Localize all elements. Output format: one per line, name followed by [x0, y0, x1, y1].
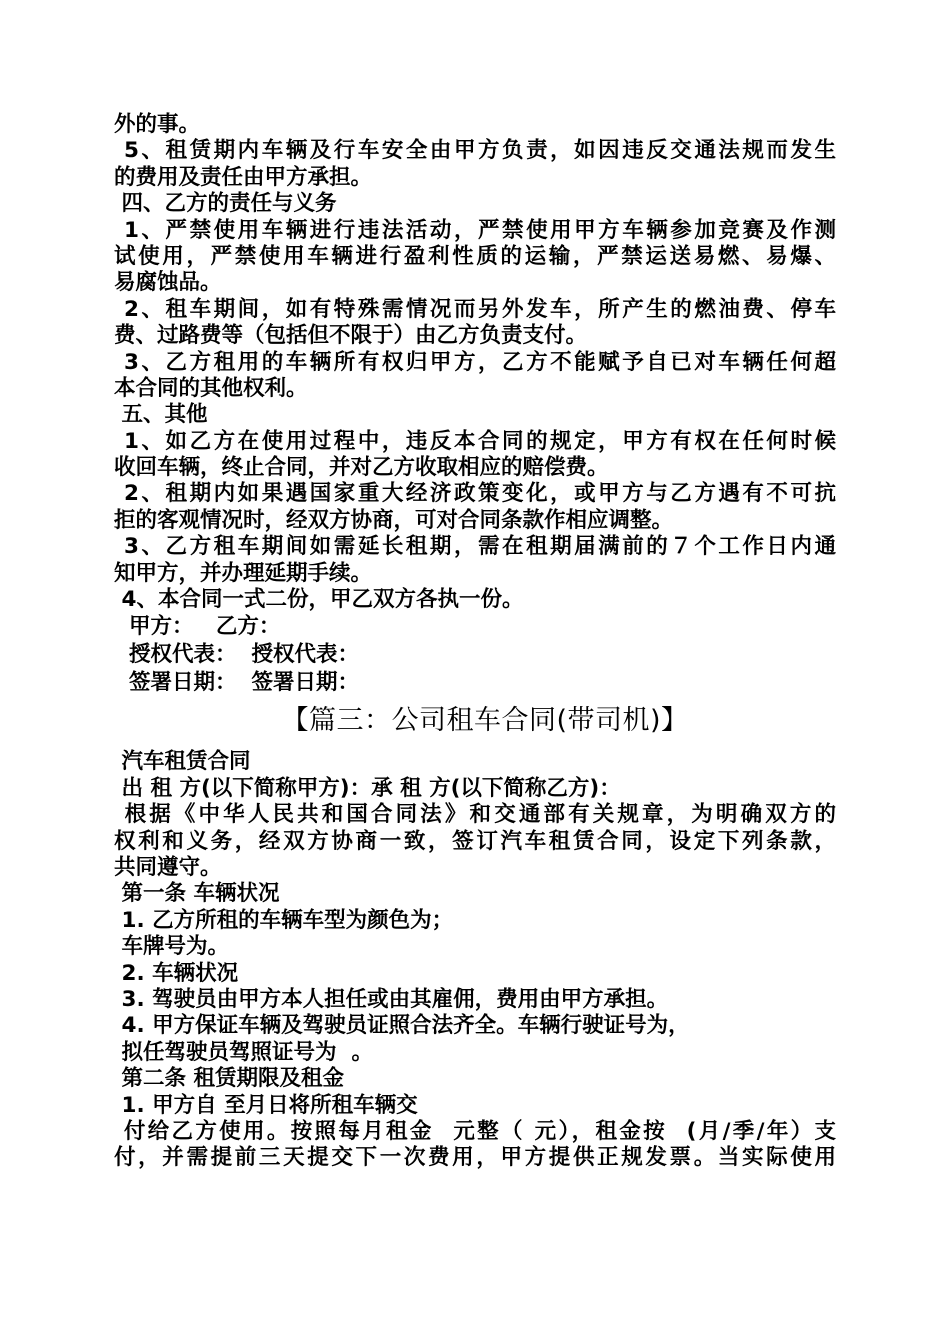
- chapter-title: 【篇三：公司租车合同(带司机)】: [281, 705, 689, 737]
- text-line: 本合同的其他权利。: [114, 375, 308, 401]
- section-heading: 五、其他: [114, 402, 208, 428]
- text-line: 2、租期内如果遇国家重大经济政策变化，或甲方与乙方遇有不可抗: [114, 481, 836, 507]
- text-line: 4、本合同一式二份，甲乙双方各执一份。: [114, 587, 524, 613]
- text-line: 1、如乙方在使用过程中，违反本合同的规定，甲方有权在任何时候: [114, 428, 836, 454]
- text-line: 拒的客观情况时，经双方协商，可对合同条款作相应调整。: [114, 507, 674, 533]
- signature-dates: 签署日期： 签署日期：: [114, 669, 359, 695]
- text-line: 根据《中华人民共和国合同法》和交通部有关规章，为明确双方的: [114, 802, 836, 828]
- text-line: 3、乙方租车期间如需延长租期，需在租期届满前的７个工作日内通: [114, 534, 836, 560]
- section-lease-terms: [114, 112, 836, 613]
- article-heading: 第一条 车辆状况: [114, 881, 280, 907]
- document-page: [114, 112, 836, 1172]
- signature-block: [114, 613, 836, 696]
- text-line: 2、租车期间，如有特殊需情况而另外发车，所产生的燃油费、停车: [114, 296, 836, 322]
- text-line: 易腐蚀品。: [114, 270, 222, 296]
- section-car-rental-contract: [114, 749, 836, 1171]
- text-line: 收回车辆，终止合同，并对乙方收取相应的赔偿费。: [114, 455, 609, 481]
- signature-representatives: 授权代表： 授权代表：: [114, 642, 359, 668]
- text-line: 费、过路费等（包括但不限于）由乙方负责支付。: [114, 323, 588, 349]
- text-line: 1. 甲方自 至月日将所租车辆交: [114, 1092, 418, 1118]
- text-line: 3、乙方租用的车辆所有权归甲方，乙方不能赋予自已对车辆任何超: [114, 349, 836, 375]
- signature-parties: 甲方： 乙方：: [114, 614, 281, 640]
- text-line: 5、租赁期内车辆及行车安全由甲方负责，如因违反交通法规而发生: [114, 138, 836, 164]
- text-line: 权利和义务，经双方协商一致，签订汽车租赁合同，设定下列条款，: [114, 828, 836, 854]
- section-heading: 四、乙方的责任与义务: [114, 191, 337, 217]
- text-line: 共同遵守。: [114, 855, 222, 881]
- text-line: 1、严禁使用车辆进行违法活动，严禁使用甲方车辆参加竞赛及作测: [114, 217, 836, 243]
- text-line: 试使用，严禁使用车辆进行盈利性质的运输，严禁运送易燃、易爆、: [114, 243, 836, 269]
- text-line: 3. 驾驶员由甲方本人担任或由其雇佣，费用由甲方承担。: [114, 987, 669, 1012]
- text-line: 付给乙方使用。按照每月租金 元整（ 元），租金按 (月/季/年）支: [114, 1118, 836, 1144]
- text-line: 外的事。: [114, 112, 201, 137]
- text-line: 知甲方，并办理延期手续。: [114, 560, 373, 586]
- text-line: 出 租 方(以下简称甲方)：承 租 方(以下简称乙方)：: [114, 775, 621, 801]
- text-line: 1. 乙方所租的车辆车型为颜色为；: [114, 907, 454, 933]
- text-line: 4. 甲方保证车辆及驾驶员证照合法齐全。车辆行驶证号为，: [114, 1013, 690, 1039]
- contract-title: 汽车租赁合同: [114, 749, 251, 775]
- text-line: 付，并需提前三天提交下一次费用，甲方提供正规发票。当实际使用: [114, 1145, 836, 1171]
- text-line: 的费用及责任由甲方承担。: [114, 164, 373, 190]
- text-line: 2. 车辆状况: [114, 960, 239, 986]
- text-line: 拟任驾驶员驾照证号为 。: [114, 1039, 373, 1065]
- article-heading: 第二条 租赁期限及租金: [114, 1066, 344, 1092]
- text-line: 车牌号为。: [114, 934, 229, 960]
